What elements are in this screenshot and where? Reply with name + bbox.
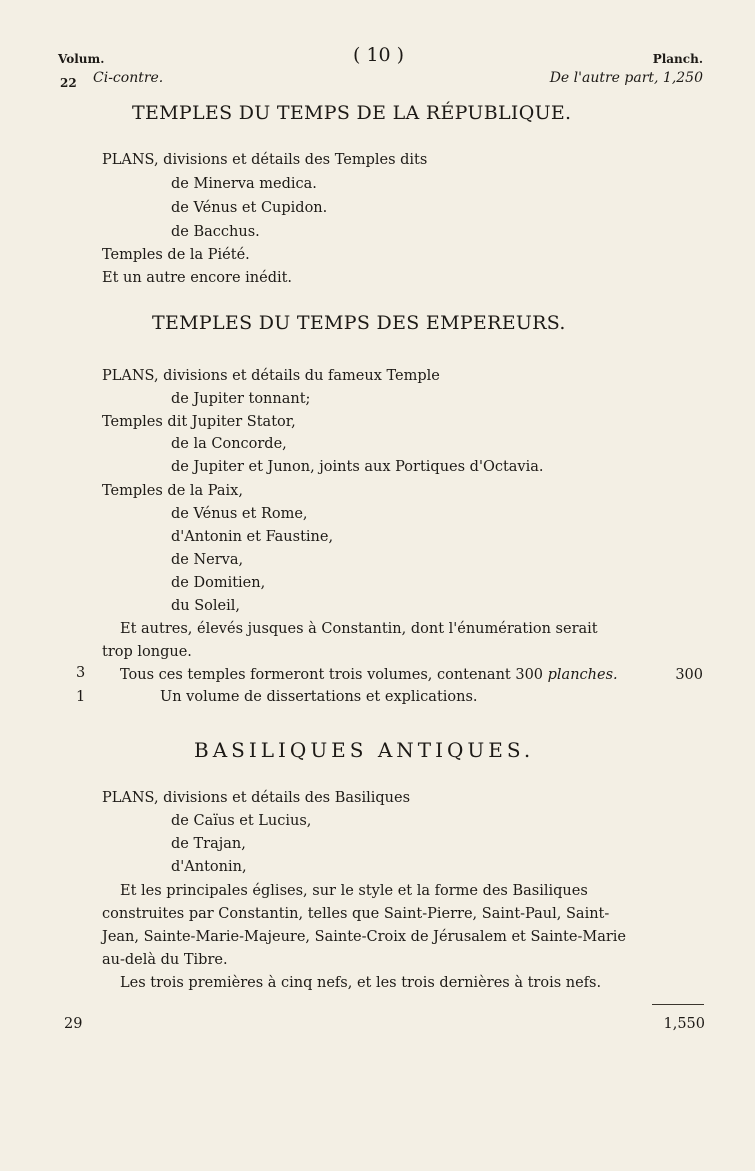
text-line: Temples de la Piété.	[102, 247, 250, 263]
header-ci-contre: Ci-contre.	[93, 70, 164, 86]
text-line: de Vénus et Cupidon.	[171, 200, 328, 216]
text-line: d'Antonin et Faustine,	[171, 529, 334, 545]
section-title-republic: TEMPLES DU TEMPS DE LA RÉPUBLIQUE.	[132, 102, 572, 124]
footer-volumes-total: 29	[64, 1016, 83, 1032]
text-line: Et autres, élevés jusques à Constantin, dont l'énumération serait	[120, 621, 598, 637]
text-line: de la Concorde,	[171, 436, 287, 452]
text-line: Jean, Sainte-Marie-Majeure, Sainte-Croix de Jérusalem et Sainte-Marie	[102, 929, 626, 945]
margin-volumes-count: 3	[76, 665, 86, 681]
text-line: d'Antonin,	[171, 859, 247, 875]
total-rule	[652, 1004, 704, 1005]
text-line: construites par Constantin, telles que Saint-Pierre, Saint-Paul, Saint-	[102, 906, 610, 922]
margin-planches-count: 300	[675, 667, 703, 683]
section-title-empire: TEMPLES DU TEMPS DES EMPEREURS.	[152, 312, 566, 334]
footer-planches-total: 1,550	[663, 1016, 705, 1032]
text-line: Et les principales églises, sur le style et la forme des Basiliques	[120, 883, 588, 899]
text-line: Temples de la Paix,	[102, 483, 243, 499]
text-line: de Trajan,	[171, 836, 246, 852]
text-line: au-delà du Tibre.	[102, 952, 228, 968]
header-planches-label: Planch.	[652, 52, 703, 66]
text-line: de Jupiter tonnant;	[171, 391, 311, 407]
header-volumes-label: Volum.	[58, 52, 105, 66]
text-line: Et un autre encore inédit.	[102, 270, 293, 286]
header-carried-over: De l'autre part, 1,250	[549, 70, 703, 86]
text-line: Tous ces temples formeront trois volumes, contenant 300 planches.	[120, 667, 618, 683]
text-line: du Soleil,	[171, 598, 240, 614]
text-line: PLANS, divisions et détails des Temples dits	[102, 152, 428, 168]
text-line: Les trois premières à cinq nefs, et les trois dernières à trois nefs.	[120, 975, 602, 991]
text-line: Temples dit Jupiter Stator,	[102, 414, 296, 430]
text-line: PLANS, divisions et détails des Basiliques	[102, 790, 411, 806]
margin-volumes-count: 1	[76, 689, 86, 705]
text-line: de Jupiter et Junon, joints aux Portiques d'Octavia.	[171, 459, 544, 475]
text-line: Un volume de dissertations et explications.	[160, 689, 478, 705]
text-line: de Bacchus.	[171, 224, 260, 240]
text-line: de Caïus et Lucius,	[171, 813, 312, 829]
text-line: de Domitien,	[171, 575, 266, 591]
text-line: trop longue.	[102, 644, 192, 660]
header-left-count: 22	[60, 76, 77, 90]
text-line: PLANS, divisions et détails du fameux Temple	[102, 368, 440, 384]
page-number: ( 10 )	[353, 44, 405, 66]
text-line: de Minerva medica.	[171, 176, 317, 192]
text-line: de Nerva,	[171, 552, 244, 568]
text-line: de Vénus et Rome,	[171, 506, 308, 522]
section-title-basilicas: BASILIQUES ANTIQUES.	[194, 738, 535, 762]
